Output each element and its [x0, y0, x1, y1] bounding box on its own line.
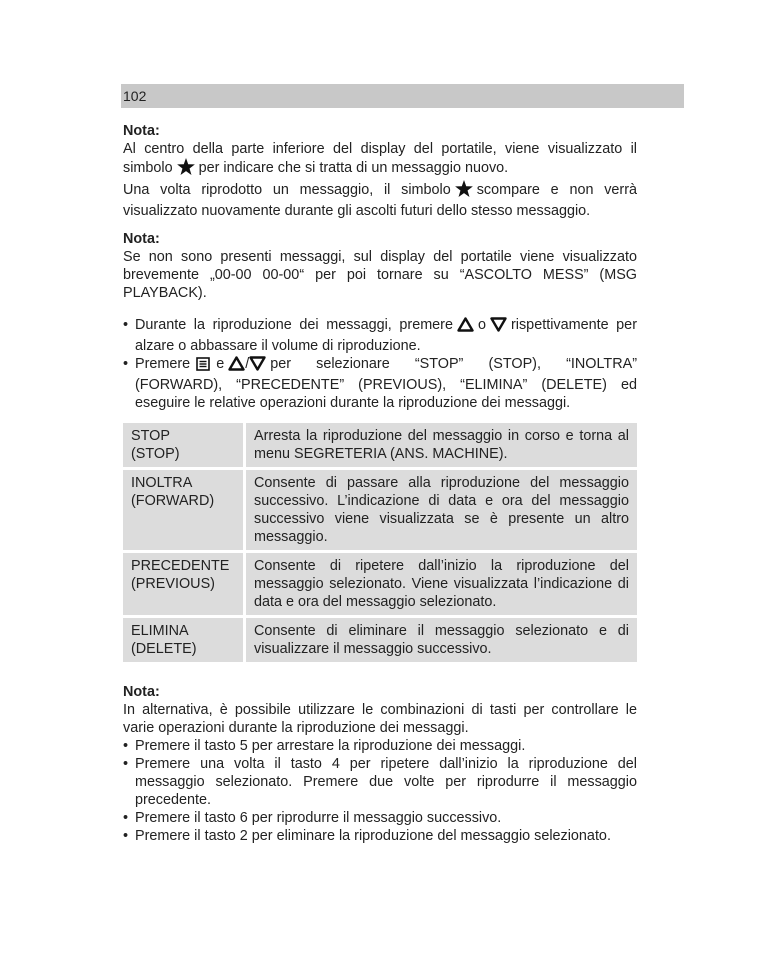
note-section-2	[123, 230, 637, 302]
text-span: per indicare che si tratta di un messaggio nuovo.	[198, 160, 509, 176]
down-triangle-icon	[249, 356, 266, 376]
command-cell	[123, 553, 243, 615]
table-row	[123, 470, 637, 550]
command-cell	[123, 423, 243, 467]
up-triangle-icon	[228, 356, 245, 376]
description-cell: Consente di passare alla riproduzione del messaggio successivo. L’indicazione di data e ora del messaggio successivo viene visualizzata se è presente un altro messaggio.	[246, 470, 637, 550]
note-paragraph: Se non sono presenti messaggi, sul display del portatile viene visualizzato brevemente „00-00 00-00“ per poi tornare su “ASCOLTO MESS” (MSG PLAYBACK).	[123, 249, 637, 301]
list-item: • Premere il tasto 6 per riprodurre il messaggio successivo.	[123, 809, 637, 827]
text-span: rispettivamente per alzare o abbassare il volume di riproduzione.	[135, 317, 637, 354]
note-section-3	[123, 683, 637, 845]
star-icon	[455, 180, 473, 202]
note-title: Nota:	[123, 231, 160, 247]
list-item	[123, 355, 637, 412]
menu-icon	[196, 357, 210, 376]
text-span: o	[477, 317, 486, 333]
shortcut-list	[123, 737, 637, 845]
text-span: Al centro della parte inferiore del display del portatile, viene visualizzato il simbolo	[123, 141, 637, 176]
note-paragraph	[123, 140, 637, 180]
up-triangle-icon	[457, 317, 474, 337]
list-item: • Premere il tasto 2 per eliminare la riproduzione del messaggio selezionato.	[123, 827, 637, 845]
command-english: (STOP)	[131, 446, 180, 462]
text-span: Premere	[135, 356, 191, 372]
table-row	[123, 423, 637, 467]
description-cell: Consente di ripetere dall’inizio la riproduzione del messaggio selezionato. Viene visualizzata l’indicazione di data e ora del messaggio selezionato.	[246, 553, 637, 615]
page-content	[123, 122, 637, 845]
command-name: PRECEDENTE	[131, 558, 230, 574]
command-english: (FORWARD)	[131, 493, 215, 509]
operations-table	[120, 420, 640, 665]
header-bar	[121, 84, 684, 108]
command-cell	[123, 618, 243, 662]
command-name: INOLTRA	[131, 475, 193, 491]
table-row	[123, 618, 637, 662]
table-row	[123, 553, 637, 615]
down-triangle-icon	[490, 317, 507, 337]
description-cell: Consente di eliminare il messaggio selezionato e di visualizzare il messaggio successivo.	[246, 618, 637, 662]
note-section-1	[123, 122, 637, 220]
command-name: ELIMINA	[131, 623, 189, 639]
list-item: • Premere il tasto 5 per arrestare la riproduzione dei messaggi.	[123, 737, 637, 755]
note-paragraph: In alternativa, è possibile utilizzare le combinazioni di tasti per controllare le varie operazioni durante la riproduzione dei messaggi.	[123, 702, 637, 736]
note-title: Nota:	[123, 684, 160, 700]
text-span: per selezionare “STOP” (STOP), “INOLTRA” (FORWARD), “PRECEDENTE” (PREVIOUS), “ELIMINA” (DELETE) ed eseguire le relative operazioni durante la riproduzione dei messaggi.	[135, 356, 637, 411]
instruction-list	[123, 316, 637, 412]
page-number: 102	[123, 88, 147, 104]
text-span: /	[245, 356, 250, 372]
note-title: Nota:	[123, 123, 160, 139]
command-cell	[123, 470, 243, 550]
description-cell: Arresta la riproduzione del messaggio in corso e torna al menu SEGRETERIA (ANS. MACHINE).	[246, 423, 637, 467]
note-paragraph	[123, 180, 637, 220]
command-name: STOP	[131, 428, 170, 444]
list-item: • Premere una volta il tasto 4 per ripetere dall’inizio la riproduzione del messaggio selezionato. Premere due volte per riprodurre il messaggio precedente.	[123, 755, 637, 809]
text-span: scompare e non verrà visualizzato nuovamente durante gli ascolti futuri dello stesso messaggio.	[123, 182, 637, 219]
command-english: (PREVIOUS)	[131, 576, 215, 592]
text-span: e	[216, 356, 225, 372]
text-span: Una volta riprodotto un messaggio, il simbolo	[123, 182, 451, 198]
text-span: Durante la riproduzione dei messaggi, premere	[135, 317, 453, 333]
list-item	[123, 316, 637, 355]
star-icon	[177, 158, 195, 180]
command-english: (DELETE)	[131, 641, 197, 657]
